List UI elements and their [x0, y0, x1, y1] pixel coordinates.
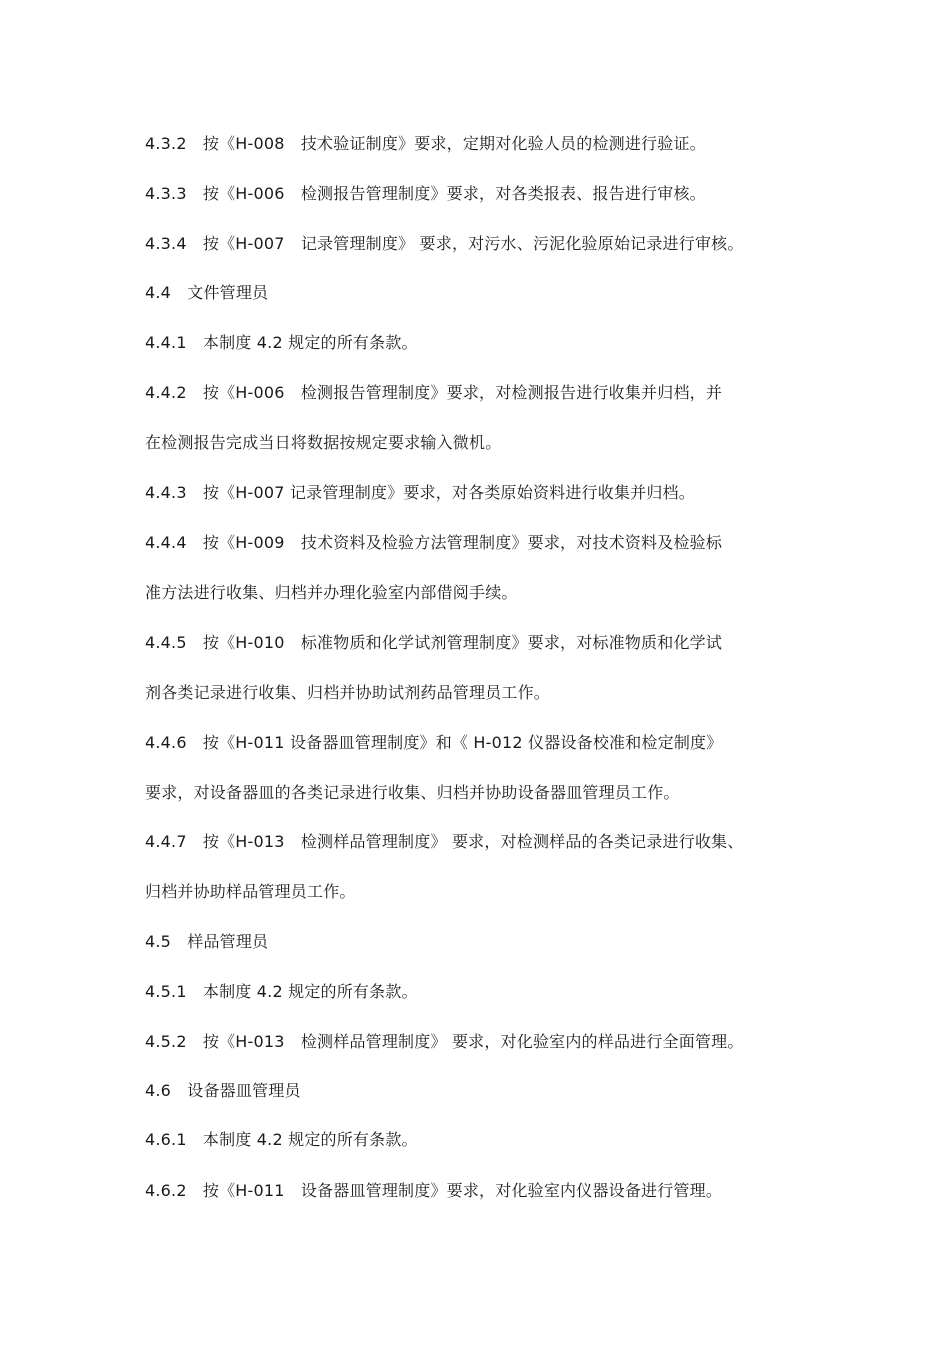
clause-4-4-5-continued: 剂各类记录进行收集、归档并协助试剂药品管理员工作。: [145, 683, 551, 702]
clause-4-4-2: 4.4.2 按《H-006 检测报告管理制度》要求，对检测报告进行收集并归档，并: [145, 383, 723, 402]
clause-4-4-3: 4.4.3 按《H-007 记录管理制度》要求，对各类原始资料进行收集并归档。: [145, 483, 695, 502]
clause-4-3-4: 4.3.4 按《H-007 记录管理制度》 要求，对污水、污泥化验原始记录进行审核。: [145, 234, 744, 253]
section-4-6-heading: 4.6 设备器皿管理员: [145, 1081, 301, 1100]
clause-4-4-4: 4.4.4 按《H-009 技术资料及检验方法管理制度》要求，对技术资料及检验标: [145, 533, 723, 552]
clause-4-4-7: 4.4.7 按《H-013 检测样品管理制度》 要求，对检测样品的各类记录进行收集、: [145, 832, 744, 851]
clause-4-4-1: 4.4.1 本制度 4.2 规定的所有条款。: [145, 333, 418, 352]
clause-4-5-2: 4.5.2 按《H-013 检测样品管理制度》 要求，对化验室内的样品进行全面管理。: [145, 1032, 744, 1051]
section-4-5-heading: 4.5 样品管理员: [145, 932, 269, 951]
clause-4-5-1: 4.5.1 本制度 4.2 规定的所有条款。: [145, 982, 418, 1001]
clause-4-4-6: 4.4.6 按《H-011 设备器皿管理制度》和《 H-012 仪器设备校准和检定制度》: [145, 733, 723, 752]
clause-4-6-2: 4.6.2 按《H-011 设备器皿管理制度》要求，对化验室内仪器设备进行管理。: [145, 1181, 723, 1200]
clause-4-4-7-continued: 归档并协助样品管理员工作。: [145, 882, 356, 901]
clause-4-3-3: 4.3.3 按《H-006 检测报告管理制度》要求，对各类报表、报告进行审核。: [145, 184, 706, 203]
clause-4-4-4-continued: 准方法进行收集、归档并办理化验室内部借阅手续。: [145, 583, 518, 602]
clause-4-4-5: 4.4.5 按《H-010 标准物质和化学试剂管理制度》要求，对标准物质和化学试: [145, 633, 723, 652]
clause-4-6-1: 4.6.1 本制度 4.2 规定的所有条款。: [145, 1130, 418, 1149]
clause-4-3-2: 4.3.2 按《H-008 技术验证制度》要求，定期对化验人员的检测进行验证。: [145, 134, 706, 153]
clause-4-4-2-continued: 在检测报告完成当日将数据按规定要求输入微机。: [145, 433, 502, 452]
section-4-4-heading: 4.4 文件管理员: [145, 283, 269, 302]
clause-4-4-6-continued: 要求，对设备器皿的各类记录进行收集、归档并协助设备器皿管理员工作。: [145, 783, 680, 802]
